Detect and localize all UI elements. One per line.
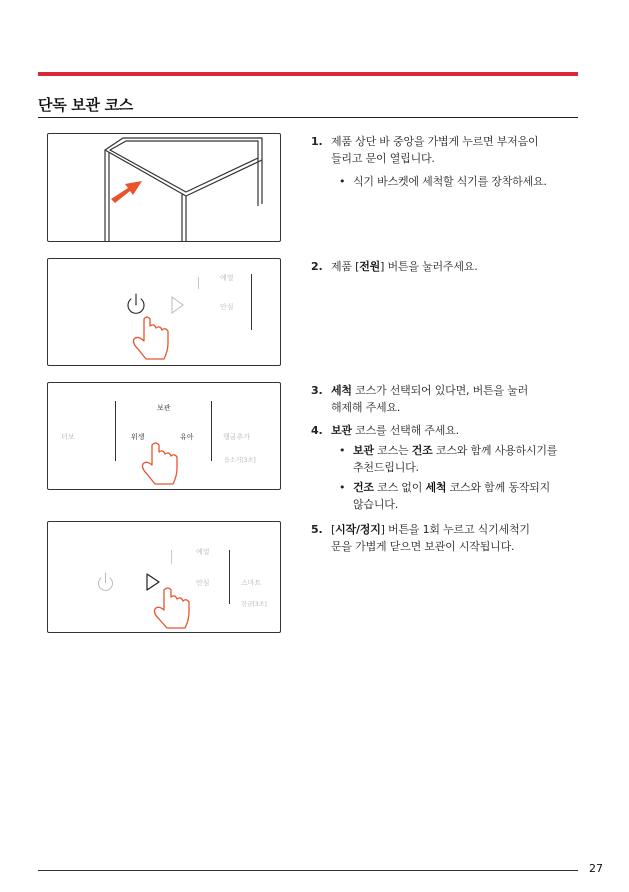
- hand-pointer-icon: [152, 586, 190, 630]
- step-text: 제품 [: [331, 260, 360, 273]
- page-number: 27: [589, 862, 603, 875]
- power-keyword: 전원: [359, 260, 381, 273]
- bullet-dot: •: [339, 444, 346, 457]
- label-preheat-2: 예열: [196, 548, 210, 556]
- step-text: ] 버튼을 1회 누르고 식기세척기: [380, 523, 530, 536]
- dry-keyword: 건조: [411, 444, 433, 457]
- label-storage: 보관: [157, 404, 171, 412]
- bullet-dot: •: [339, 481, 346, 494]
- illustration-start-panel: [47, 521, 281, 633]
- step-4: [311, 422, 581, 513]
- step-text: 코스 없이: [373, 481, 426, 494]
- start-stop-keyword: 시작/정지: [335, 523, 381, 536]
- wash-keyword: 세척: [425, 481, 447, 494]
- illustration-power-panel: [47, 258, 281, 366]
- step-1: [311, 133, 581, 190]
- label-baby: 유아: [180, 433, 194, 441]
- storage-keyword: 보관: [331, 424, 352, 437]
- power-icon: [126, 294, 146, 314]
- step-number: 3.: [311, 384, 323, 397]
- label-preheat: 예열: [220, 274, 234, 282]
- label-sound-off: 옵소거[3초]: [224, 457, 256, 464]
- step-text: 코스를 선택해 주세요.: [351, 424, 459, 437]
- page-title: 단독 보관 코스: [38, 96, 133, 114]
- hand-pointer-icon: [132, 317, 170, 361]
- step-text: 코스와 함께 사용하시기를: [432, 444, 558, 457]
- dry-keyword: 건조: [353, 481, 374, 494]
- push-arrow: [111, 181, 142, 203]
- step-number: 4.: [311, 424, 323, 437]
- step-text: 코스가 선택되어 있다면, 버튼을 눌러: [351, 384, 529, 397]
- power-icon: [98, 572, 114, 590]
- step-text: 코스와 함께 동작되지: [446, 481, 551, 494]
- step-text: 제품 상단 바 중앙을 가볍게 누르면 부저음이: [331, 135, 539, 148]
- label-sanitize: 위생: [131, 433, 145, 441]
- step-number: 5.: [311, 523, 323, 536]
- label-safe: 안심: [220, 303, 234, 311]
- step-number: 1.: [311, 135, 323, 148]
- step-text: ] 버튼을 눌러주세요.: [380, 260, 478, 273]
- label-smart: 스마트: [241, 579, 262, 587]
- step-text: [: [331, 523, 336, 536]
- hand-pointer-icon: [140, 443, 178, 485]
- bullet-dot: •: [339, 175, 346, 188]
- step-text: 않습니다.: [353, 498, 399, 511]
- wash-keyword: 세척: [331, 384, 352, 397]
- step-text: 해제해 주세요.: [331, 401, 401, 414]
- step-5: [311, 521, 581, 555]
- footer-divider: [38, 870, 578, 871]
- illustration-course-panel: [47, 382, 281, 490]
- label-turbo: 터보: [61, 433, 75, 441]
- label-safe-2: 안심: [196, 579, 210, 587]
- step-3: [311, 382, 581, 416]
- label-extra-rinse: 행굼추가: [223, 433, 251, 441]
- storage-keyword: 보관: [353, 444, 374, 457]
- step-number: 2.: [311, 260, 323, 273]
- step-text: 코스는: [373, 444, 412, 457]
- illustration-dishwasher-open: [47, 133, 281, 242]
- step-text: 추천드립니다.: [353, 461, 419, 474]
- step-bullet-text: 식기 바스켓에 세척할 식기를 장착하세요.: [353, 175, 547, 188]
- header-accent-bar: [38, 72, 578, 76]
- title-divider: [38, 117, 578, 118]
- step-text: 문을 가볍게 닫으면 보관이 시작됩니다.: [331, 540, 515, 553]
- step-2: [311, 258, 581, 275]
- step-text: 들리고 문이 열립니다.: [331, 152, 435, 165]
- play-icon: [170, 295, 186, 315]
- label-lock: 잠금[3초]: [241, 601, 267, 608]
